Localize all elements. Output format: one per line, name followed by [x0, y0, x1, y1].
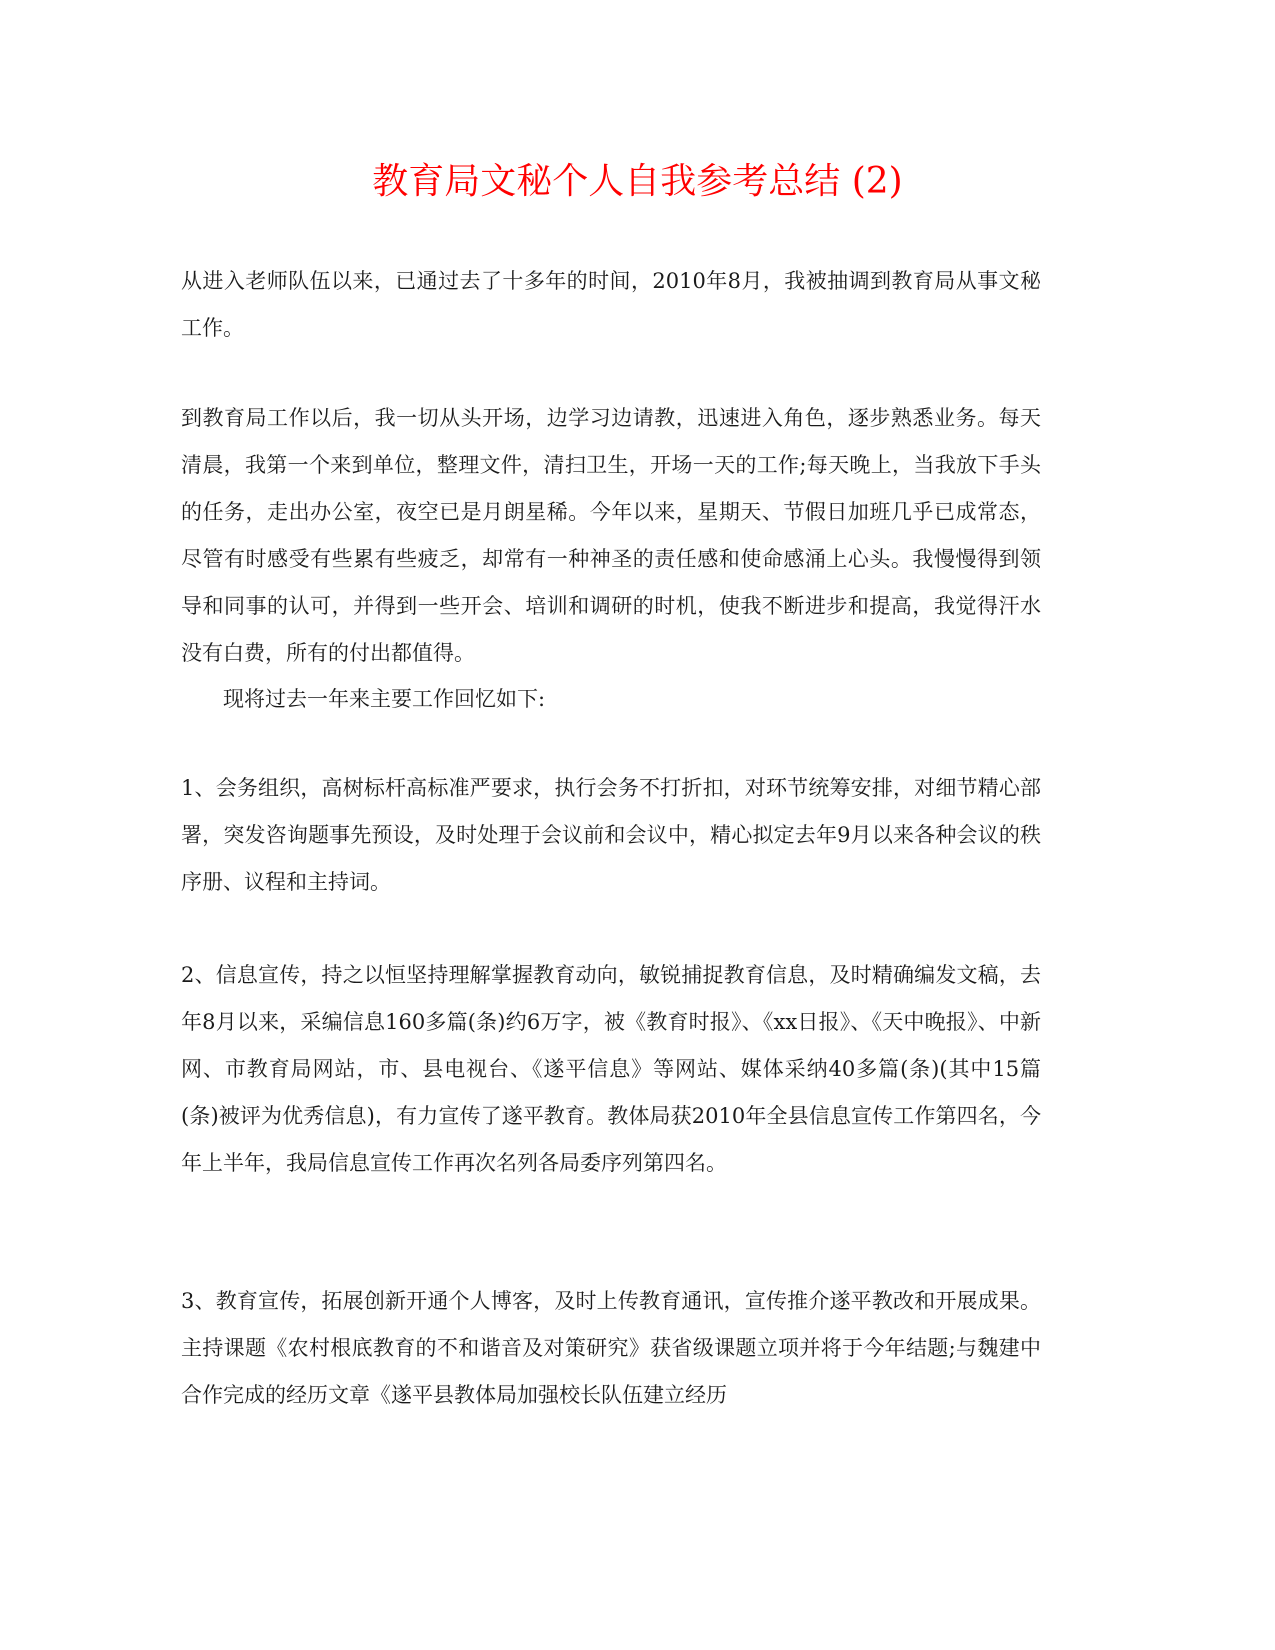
paragraph-item-1-meetings: 1、会务组织，高树标杆高标准严要求，执行会务不打折扣，对环节统筹安排，对细节精心部署，突发咨询题事先预设，及时处理于会议前和会议中，精心拟定去年9月以来各种会议的秩序册、议程和主持词。 [181, 776, 1041, 894]
paragraph-work-overview: 到教育局工作以后，我一切从头开场，边学习边请教，迅速进入角色，逐步熟悉业务。每天清晨，我第一个来到单位，整理文件，清扫卫生，开场一天的工作;每天晚上，当我放下手头的任务，走出办公室，夜空已是月朗星稀。今年以来，星期天、节假日加班几乎已成常态，尽管有时感受有些累有些疲乏，却常有一种神圣的责任感和使命感涌上心头。我慢慢得到领导和同事的认可，并得到一些开会、培训和调研的时机，使我不断进步和提高，我觉得汗水没有白费，所有的付出都值得。 [181, 406, 1041, 665]
paragraph-item-3-education-publicity: 3、教育宣传，拓展创新开通个人博客，及时上传教育通讯，宣传推介遂平教改和开展成果。主持课题《农村根底教育的不和谐音及对策研究》获省级课题立项并将于今年结题;与魏建中合作完成的经历文章《遂平县教体局加强校长队伍建立经历 [181, 1289, 1041, 1407]
paragraph-item-2-information: 2、信息宣传，持之以恒坚持理解掌握教育动向，敏锐捕捉教育信息，及时精确编发文稿，去年8月以来，采编信息160多篇(条)约6万字，被《教育时报》、《xx日报》、《天中晚报》、中新网、市教育局网站，市、县电视台、《遂平信息》等网站、媒体采纳40多篇(条)(其中15篇(条)被评为优秀信息)，有力宣传了遂平教育。教体局获2010年全县信息宣传工作第四名，今年上半年，我局信息宣传工作再次名列各局委序列第四名。 [181, 963, 1041, 1175]
document-title: 教育局文秘个人自我参考总结 (2) [372, 161, 903, 202]
paragraph-intro: 从进入老师队伍以来，已通过去了十多年的时间，2010年8月，我被抽调到教育局从事文秘工作。 [181, 269, 1041, 340]
paragraph-review-lead: 现将过去一年来主要工作回忆如下: [223, 687, 546, 711]
